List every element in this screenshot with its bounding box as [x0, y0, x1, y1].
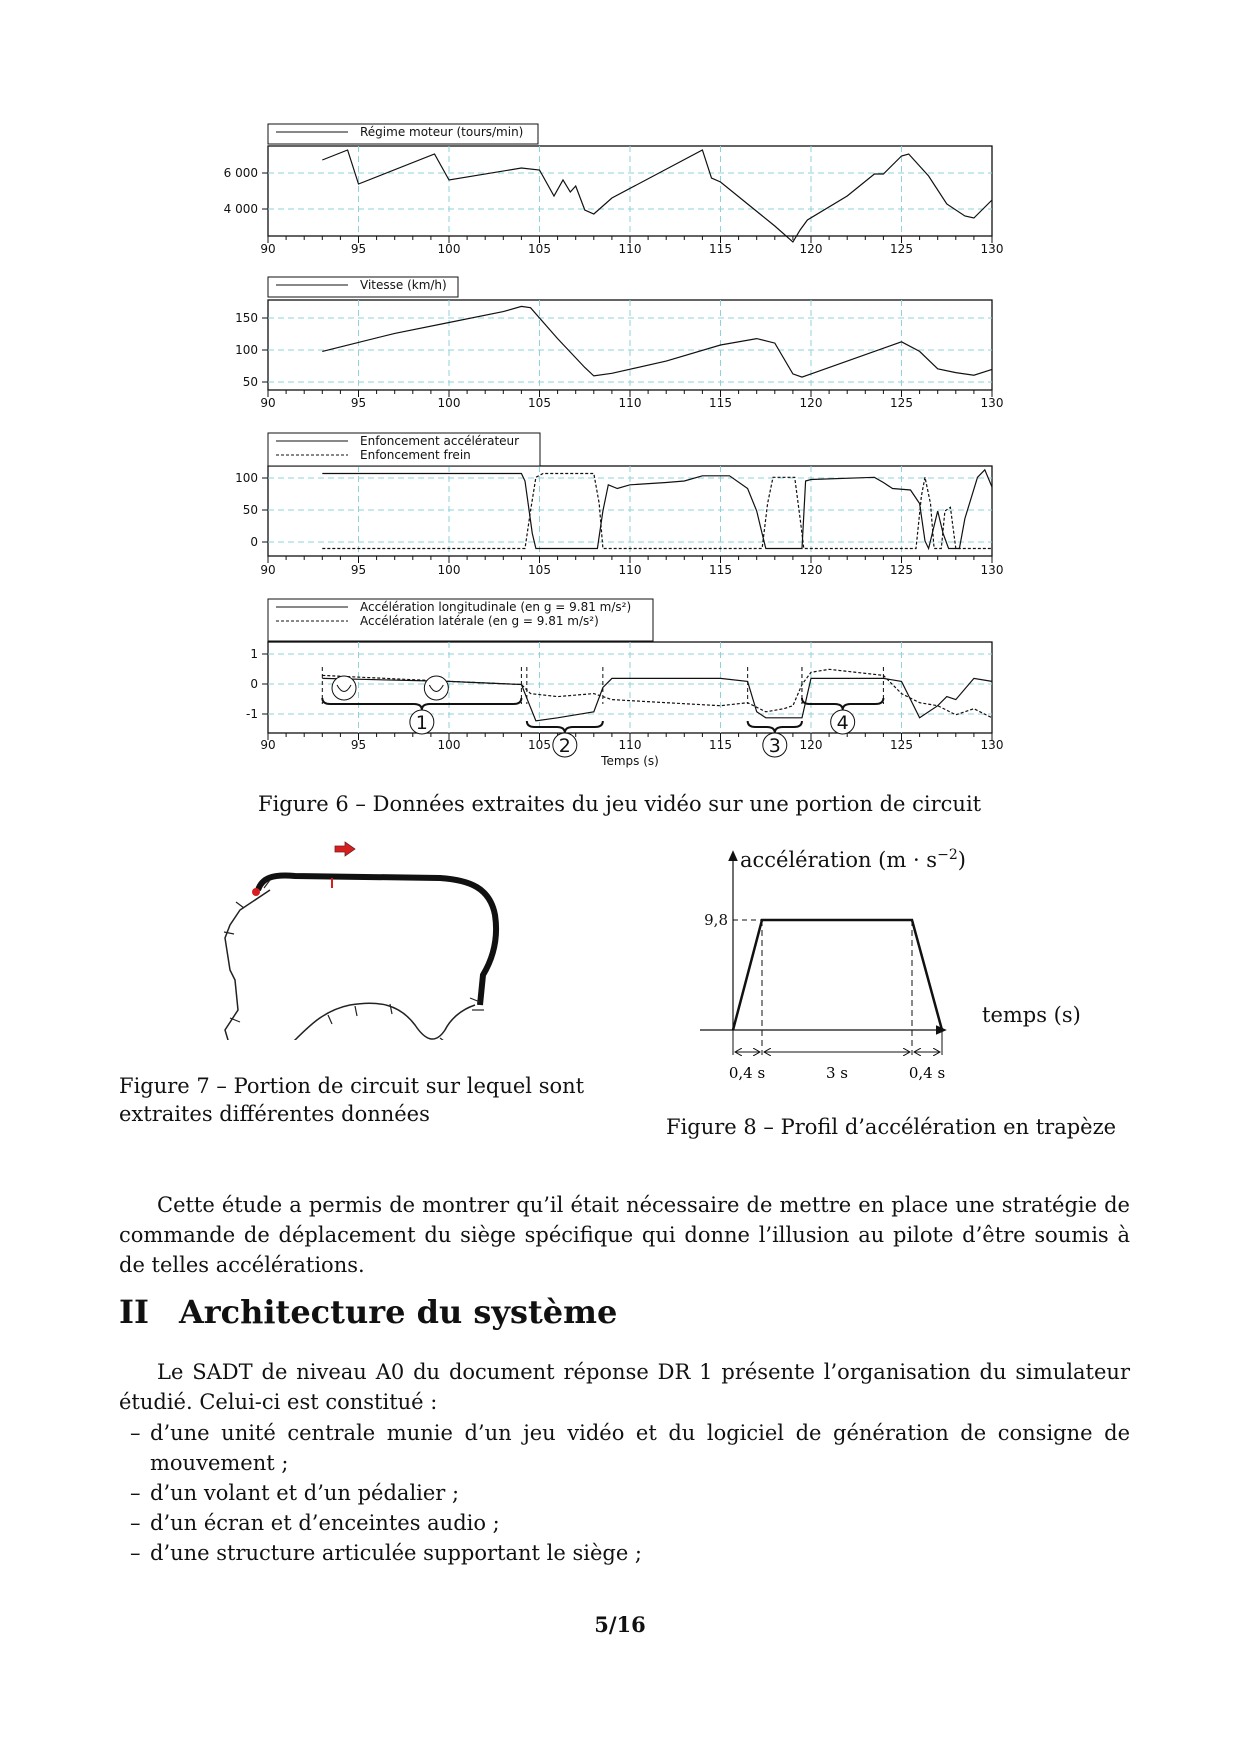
figure-8-caption: Figure 8 – Profil d’accélération en trapèze [666, 1115, 1117, 1139]
y-tick-label: 100 [235, 343, 258, 357]
figure-7-circuit-map [200, 840, 520, 1040]
x-tick-label: 105 [528, 396, 551, 410]
x-tick-label: 120 [799, 563, 823, 577]
x-tick-label: 120 [799, 396, 823, 410]
x-tick-label: 125 [890, 738, 913, 752]
phase-label: 1 [415, 712, 428, 734]
paragraph-study-conclusion: Cette étude a permis de montrer qu’il était nécessaire de mettre en place une stratégie de commande de déplacement du siège spécifique qui donne l’illusion au pilote d’être soumis à de telles accélérations. [119, 1193, 1130, 1277]
x-tick-label: 90 [260, 242, 276, 256]
x-tick-label: 110 [618, 396, 642, 410]
x-tick-label: 95 [350, 396, 367, 410]
circuit-track-highlight [258, 876, 496, 1005]
legend-label: Accélération latérale (en g = 9.81 m/s²) [360, 614, 599, 628]
y-tick-label: 150 [235, 311, 258, 325]
y-tick-label: 6 000 [223, 166, 258, 180]
x-tick-label: 130 [980, 738, 1004, 752]
list-item: – d’un écran et d’enceintes audio ; [130, 1511, 500, 1535]
x-tick-label: 115 [709, 563, 732, 577]
phase-brace [802, 698, 883, 710]
series-line [322, 474, 992, 549]
legend-label: Régime moteur (tours/min) [360, 125, 524, 139]
x-tick-label: 130 [980, 563, 1004, 577]
y-tick-label: 0 [250, 535, 258, 549]
x-tick-label: 130 [980, 242, 1004, 256]
x-tick-label: 90 [260, 563, 276, 577]
x-tick-label: 105 [528, 242, 551, 256]
legend-label: Enfoncement frein [360, 448, 471, 462]
x-tick-label: 95 [350, 563, 367, 577]
x-tick-label: 130 [980, 396, 1004, 410]
oscillation-marker [332, 676, 356, 700]
x-tick-label: 105 [528, 738, 551, 752]
figure-7-caption: Figure 7 – Portion de circuit sur lequel sont extraites différentes données [119, 1074, 585, 1126]
list-item: – d’un volant et d’un pédalier ; [130, 1481, 460, 1505]
segment-label-2: 3 s [825, 1064, 849, 1082]
y-tick-9-8: 9,8 [704, 911, 728, 929]
list-item: – d’une unité centrale munie d’un jeu vidéo et du logiciel de génération de consigne de mouvement ; [130, 1421, 1130, 1475]
phase-label: 2 [558, 735, 571, 757]
x-tick-label: 125 [890, 563, 913, 577]
x-tick-label: 95 [350, 242, 367, 256]
x-tick-label: 100 [437, 563, 461, 577]
start-marker [252, 888, 260, 896]
x-tick-label: 100 [437, 396, 461, 410]
circuit-track [225, 890, 270, 1040]
x-tick-label: 115 [709, 242, 732, 256]
segment-label-1: 0,4 s [728, 1064, 766, 1082]
x-tick-label: 105 [528, 563, 551, 577]
x-tick-label: 100 [437, 738, 461, 752]
legend-label: Vitesse (km/h) [360, 278, 447, 292]
series-line [322, 306, 992, 377]
y-tick-label: 1 [250, 647, 258, 661]
circuit-track-bottom [228, 1003, 475, 1040]
phase-brace [527, 721, 603, 733]
legend-label: Accélération longitudinale (en g = 9.81 m/s²) [360, 600, 632, 614]
x-tick-label: 110 [618, 242, 642, 256]
direction-arrow-icon [335, 842, 355, 856]
segment-label-3: 0,4 s [908, 1064, 946, 1082]
y-tick-label: 0 [250, 677, 258, 691]
y-tick-label: -1 [246, 707, 258, 721]
y-tick-label: 4 000 [223, 202, 258, 216]
x-tick-label: 115 [709, 396, 732, 410]
x-tick-label: 110 [618, 563, 642, 577]
section-heading: II Architecture du système [119, 1293, 618, 1331]
x-tick-label: 115 [709, 738, 732, 752]
list-item: – d’une structure articulée supportant le siège ; [130, 1541, 642, 1565]
page-number: 5/16 [594, 1612, 646, 1637]
x-tick-label: 125 [890, 396, 913, 410]
phase-label: 4 [836, 712, 849, 734]
legend-label: Enfoncement accélérateur [360, 434, 520, 448]
paragraph-sadt-intro: Le SADT de niveau A0 du document réponse DR 1 présente l’organisation du simulateur étudié. Celui-ci est constitué : [119, 1360, 1130, 1414]
trapezoid-profile-line [733, 920, 942, 1030]
y-tick-label: 50 [242, 375, 258, 389]
x-tick-label: 125 [890, 242, 913, 256]
oscillation-marker [424, 676, 448, 700]
series-line [322, 470, 992, 549]
x-tick-label: 90 [260, 738, 276, 752]
x-axis-title: Temps (s) [601, 754, 659, 768]
x-axis-label: temps (s) [982, 1003, 1081, 1027]
phase-brace [322, 698, 521, 710]
x-tick-label: 110 [618, 738, 642, 752]
figure-8-trapezoid-profile [680, 840, 1100, 1090]
series-line [322, 150, 992, 242]
phase-brace [748, 721, 802, 733]
y-tick-label: 50 [242, 503, 258, 517]
x-tick-label: 120 [799, 242, 823, 256]
figure-6-caption: Figure 6 – Données extraites du jeu vidéo sur une portion de circuit [258, 792, 982, 816]
x-tick-label: 90 [260, 396, 276, 410]
x-tick-label: 120 [799, 738, 823, 752]
y-tick-label: 100 [235, 471, 258, 485]
x-tick-label: 95 [350, 738, 367, 752]
x-tick-label: 100 [437, 242, 461, 256]
figure-6 [0, 0, 1240, 790]
phase-label: 3 [768, 735, 781, 757]
y-axis-label: accélération $(m \cdot s^{-2})$ [740, 847, 966, 872]
